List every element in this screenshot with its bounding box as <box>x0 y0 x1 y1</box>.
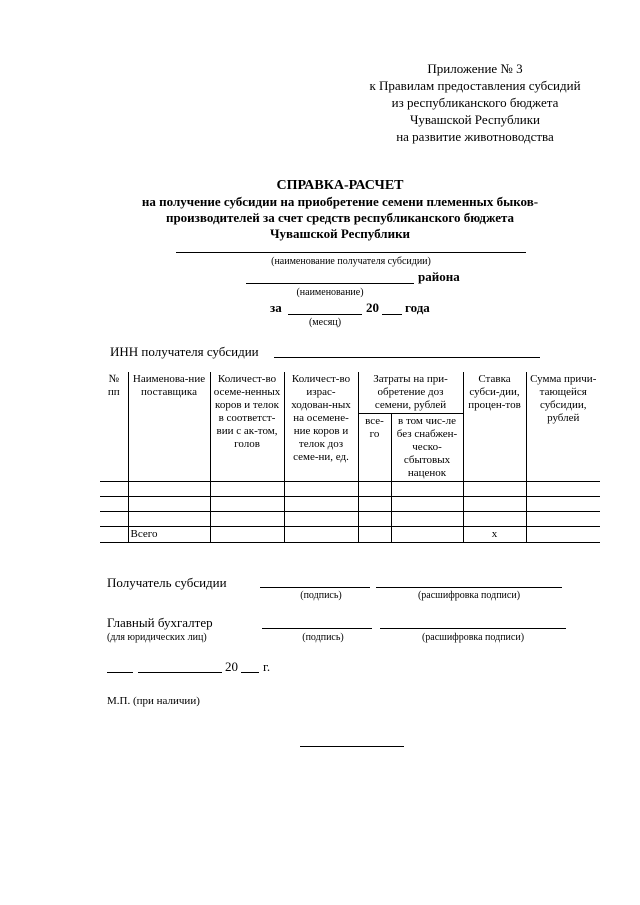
appendix-line: Приложение № 3 <box>427 61 523 76</box>
table-row <box>100 512 600 527</box>
header-sum: Сумма причи-тающейся субсидии, рублей <box>526 372 600 482</box>
appendix-line: на развитие животноводства <box>396 129 554 144</box>
document-subtitle <box>80 194 600 242</box>
inn-line <box>274 357 540 358</box>
date-year-line <box>241 672 259 673</box>
recipient-decode-caption: (расшифровка подписи) <box>417 590 521 601</box>
month-line <box>288 314 362 315</box>
total-label: Всего <box>128 527 210 543</box>
recipient-signature-line <box>260 587 370 588</box>
subtitle-line: Чувашской Республики <box>269 226 411 241</box>
subtitle-line: на получение субсидии на приобретение семени племенных быков- <box>141 194 539 209</box>
table-row <box>100 482 600 497</box>
accountant-signature-line <box>262 628 372 629</box>
recipient-caption: (наименование получателя субсидии) <box>271 256 431 267</box>
district-line <box>246 283 414 284</box>
accountant-note: (для юридических лиц) <box>107 632 207 643</box>
header-doses: Количест-во израс-ходован-ных на осемене-ние коров и телок доз семе-ни, ед. <box>284 372 358 482</box>
date-year-prefix: 20 <box>225 659 238 674</box>
year-suffix: года <box>405 300 430 315</box>
district-word: района <box>418 269 460 284</box>
district-caption: (наименование) <box>296 287 364 298</box>
header-rate: Ставка субси-дии, процен-тов <box>463 372 526 482</box>
appendix-line: из республиканского бюджета <box>391 95 559 110</box>
header-cows: Количест-во осеме-ненных коров и телок в соответст-вии с ак-том, голов <box>210 372 284 482</box>
total-rate: x <box>463 527 526 543</box>
total-row <box>100 527 600 543</box>
recipient-signature-label: Получатель субсидии <box>107 575 227 590</box>
year-line <box>382 314 402 315</box>
month-caption: (месяц) <box>308 317 342 328</box>
header-costs-incl: в том чис-ле без снабжен-ческо-сбытовых наценок <box>391 414 463 482</box>
year-prefix: 20 <box>366 300 379 315</box>
footer-divider <box>300 746 404 747</box>
date-day-line <box>107 672 133 673</box>
accountant-label: Главный бухгалтер <box>107 615 213 630</box>
period-prefix: за <box>270 300 282 315</box>
header-num: № пп <box>100 372 128 482</box>
recipient-decode-line <box>376 587 562 588</box>
document-title: СПРАВКА-РАСЧЕТ <box>276 178 404 193</box>
recipient-signature-caption: (подпись) <box>300 590 342 601</box>
appendix-block <box>330 60 620 145</box>
calculation-table <box>100 372 600 543</box>
header-supplier: Наименова-ние поставщика <box>128 372 210 482</box>
inn-label: ИНН получателя субсидии <box>110 344 259 359</box>
accountant-signature-caption: (подпись) <box>302 632 344 643</box>
appendix-line: к Правилам предоставления субсидий <box>369 78 581 93</box>
header-costs-total: все-го <box>358 414 391 482</box>
date-month-line <box>138 672 222 673</box>
subtitle-line: производителей за счет средств республиканского бюджета <box>165 210 515 225</box>
accountant-decode-line <box>380 628 566 629</box>
appendix-line: Чувашской Республики <box>409 112 541 127</box>
stamp-note: М.П. (при наличии) <box>107 695 200 707</box>
accountant-decode-caption: (расшифровка подписи) <box>421 632 525 643</box>
table-row <box>100 497 600 512</box>
recipient-name-line <box>176 252 526 253</box>
header-costs: Затраты на при-обретение доз семени, рублей <box>358 372 463 414</box>
date-suffix: г. <box>263 659 271 674</box>
